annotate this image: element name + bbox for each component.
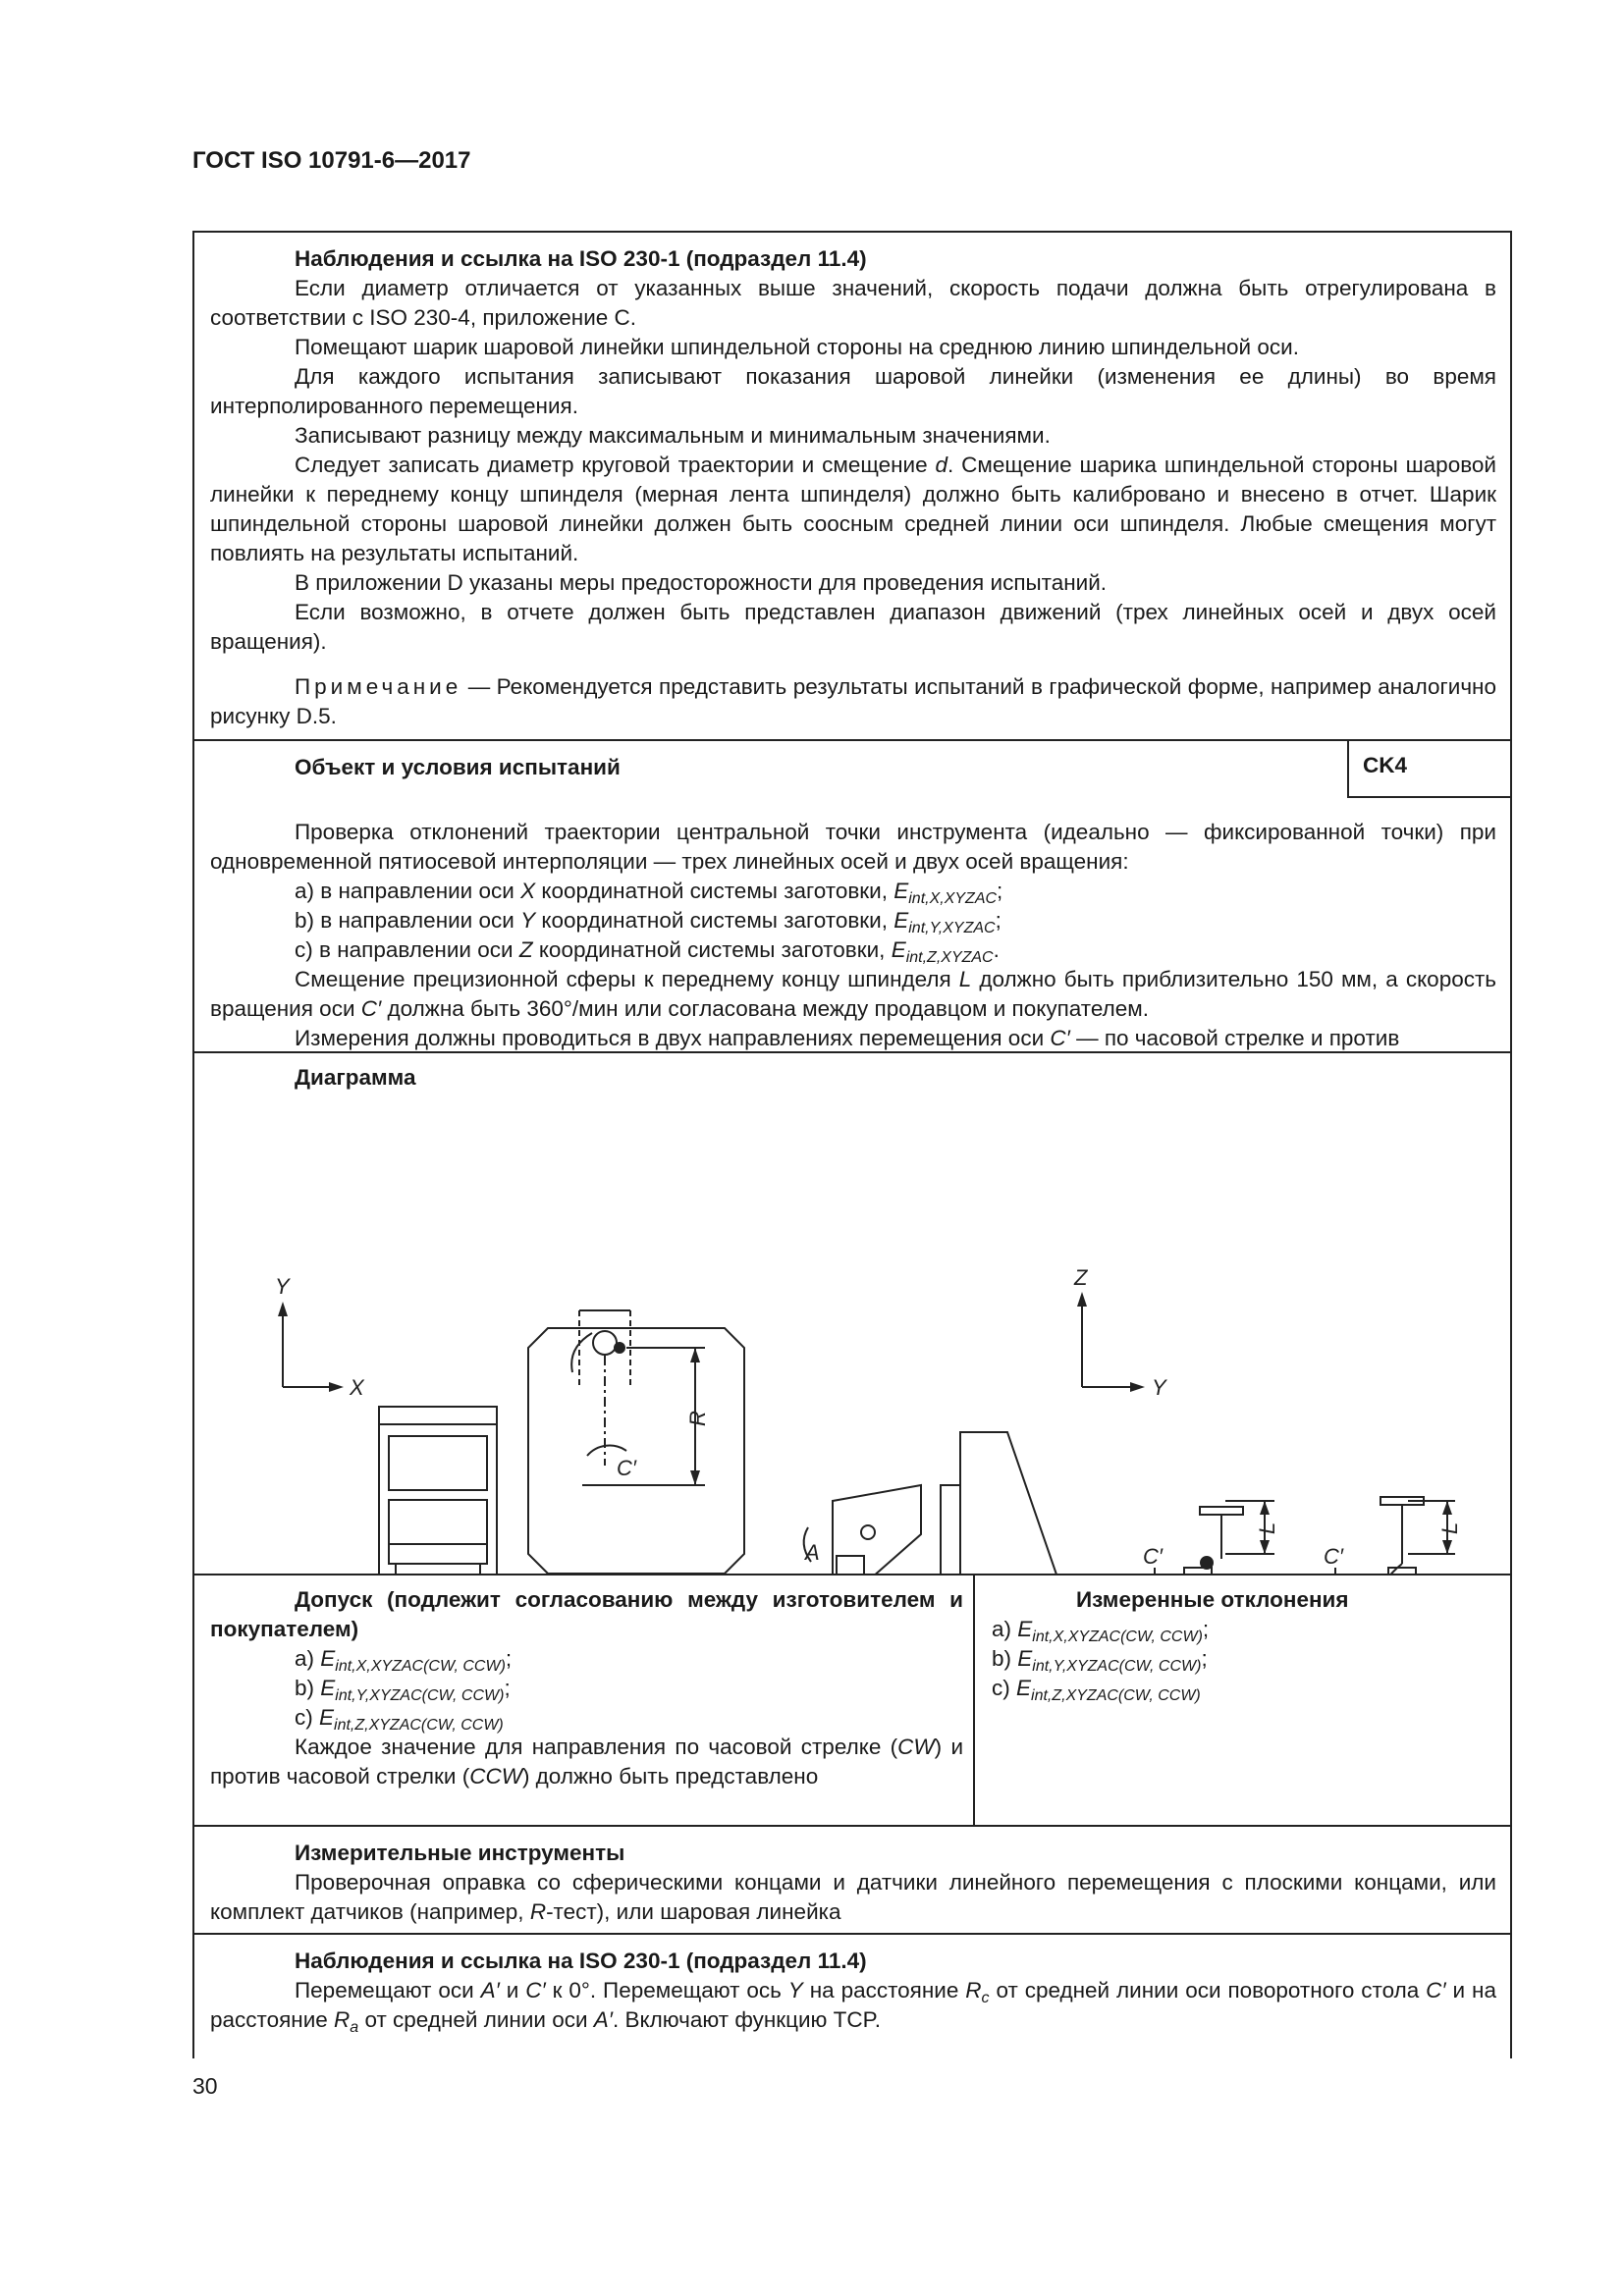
observations-p7: Если возможно, в отчете должен быть представлен диапазон движений (трех линейных осей и двух осей вращения).: [210, 600, 1496, 654]
measured-title: Измеренные отклонения: [1076, 1587, 1349, 1612]
observations-note: Примечание — Рекомендуется представить результаты испытаний в графической форме, например аналогично рисунку D.5.: [210, 674, 1496, 728]
measured-item-c: c) $E_{int,Z,XYZAC(CW, CCW)}$: [992, 1676, 1201, 1704]
tolerance-item-a: a) $E_{int,X,XYZAC(CW, CCW)}$;: [295, 1646, 513, 1675]
instruments-section: [194, 1827, 1510, 1935]
observations-p4: Записывают разницу между максимальным и минимальным значениями.: [295, 423, 1051, 448]
tolerance-title: Допуск (подлежит согласованию между изготовителем и покупателем): [210, 1587, 963, 1641]
axis-label-x: X: [350, 1375, 364, 1400]
document-header: ГОСТ ISO 10791-6—2017: [192, 147, 471, 174]
column-divider: [973, 1575, 975, 1825]
observations-p1: Если диаметр отличается от указанных выше значений, скорость подачи должна быть отрегулирована в соответствии с ISO 230-4, приложение C.: [210, 276, 1496, 330]
label-l-left: L: [1255, 1522, 1279, 1534]
observations-section: [194, 233, 1510, 741]
axis-label-y2: Y: [1152, 1375, 1166, 1400]
observations2-section: [194, 1935, 1510, 2058]
tolerance-item-b: b) $E_{int,Y,XYZAC(CW, CCW)}$;: [295, 1676, 511, 1704]
object-conditions-section: [194, 741, 1510, 1053]
figure-b-drawing: [776, 1265, 1167, 1574]
object-item-b: b) в направлении оси Y координатной системы заготовки, $E_{int,Y,XYZAC}$;: [295, 908, 1001, 936]
observations2-text: Перемещают оси A′ и C′ к 0°. Перемещают ось Y на расстояние $R_c$ от средней линии оси поворотного стола C′ и на расстояние $R_a$ от средней линии оси A′. Включают функцию TCP.: [210, 1978, 1496, 2036]
object-intro: Проверка отклонений траектории центральной точки инструмента (идеально — фиксированной точки) при одновременной пятиосевой интерполяции — трех линейных осей и двух осей вращения:: [210, 820, 1496, 874]
observations2-title: Наблюдения и ссылка на ISO 230-1 (подраздел 11.4): [295, 1949, 867, 1973]
tolerance-item-c: c) $E_{int,Z,XYZAC(CW, CCW)}$: [295, 1705, 504, 1734]
observations-title: Наблюдения и ссылка на ISO 230-1 (подраздел 11.4): [295, 246, 867, 271]
object-title: Объект и условия испытаний: [295, 755, 621, 779]
axis-label-y: Y: [275, 1274, 290, 1299]
measured-item-b: b) $E_{int,Y,XYZAC(CW, CCW)}$;: [992, 1646, 1208, 1675]
object-item-c: c) в направлении оси Z координатной системы заготовки, $E_{int,Z,XYZAC}$.: [295, 937, 1000, 966]
axis-label-z: Z: [1074, 1265, 1088, 1290]
instruments-text: Проверочная оправка со сферическими концами и датчики линейного перемещения с плоскими концами, или комплект датчиков (например, R-тест), или шаровая линейка: [210, 1870, 1496, 1924]
observations-p3: Для каждого испытания записывают показания шаровой линейки (изменения ее длины) во время интерполированного перемещения.: [210, 364, 1496, 418]
label-a: A: [805, 1540, 820, 1565]
figure-a-drawing: [253, 1274, 744, 1574]
observations-p2: Помещают шарик шаровой линейки шпиндельной стороны на среднюю линию шпиндельной оси.: [295, 335, 1299, 359]
page-number: 30: [192, 2073, 218, 2099]
label-l-right: L: [1437, 1522, 1462, 1534]
label-c-left: C′: [1143, 1544, 1164, 1569]
observations-p5: Следует записать диаметр круговой траектории и смещение d. Смещение шарика шпиндельной стороны шаровой линейки к переднему концу шпинделя (мерная лента шпинделя) должно быть калибровано и внесено в отчет. Шарик шпиндельной стороны шаровой линейки должен быть соосным средней линии оси шпинделя. Любые смещения могут повлиять на результаты испытаний.: [210, 453, 1496, 565]
label-c-right: C′: [1324, 1544, 1344, 1569]
test-table: [192, 231, 1512, 2058]
measured-item-a: a) $E_{int,X,XYZAC(CW, CCW)}$;: [992, 1617, 1210, 1645]
figure-c-drawing: [1143, 1497, 1462, 1574]
observations-p6: В приложении D указаны меры предосторожности для проведения испытаний.: [295, 570, 1108, 595]
tolerance-note: Каждое значение для направления по часовой стрелке (CW) и против часовой стрелки (CCW) должно быть представлено: [210, 1735, 964, 1789]
instruments-title: Измерительные инструменты: [295, 1841, 625, 1865]
label-r-detail: R: [685, 1411, 710, 1426]
object-measure: Измерения должны проводиться в двух направлениях перемещения оси C′ — по часовой стрелке и против: [295, 1026, 1400, 1050]
diagram-title: Диаграмма: [295, 1065, 416, 1090]
object-item-a: а) в направлении оси X координатной системы заготовки, $E_{int,X,XYZAC}$;: [295, 879, 1003, 907]
test-code-cell: CK4: [1347, 741, 1510, 798]
diagram-section: [194, 1053, 1510, 1575]
object-offset: Смещение прецизионной сферы к переднему концу шпинделя L должно быть приблизительно 150 мм, а скорость вращения оси C′ должна быть 360°/мин или согласована между продавцом и покупателем.: [210, 967, 1496, 1021]
label-c-detail: C′: [617, 1456, 637, 1480]
diagram-figure: [194, 1053, 1510, 1574]
tolerance-section: [194, 1575, 1510, 1827]
